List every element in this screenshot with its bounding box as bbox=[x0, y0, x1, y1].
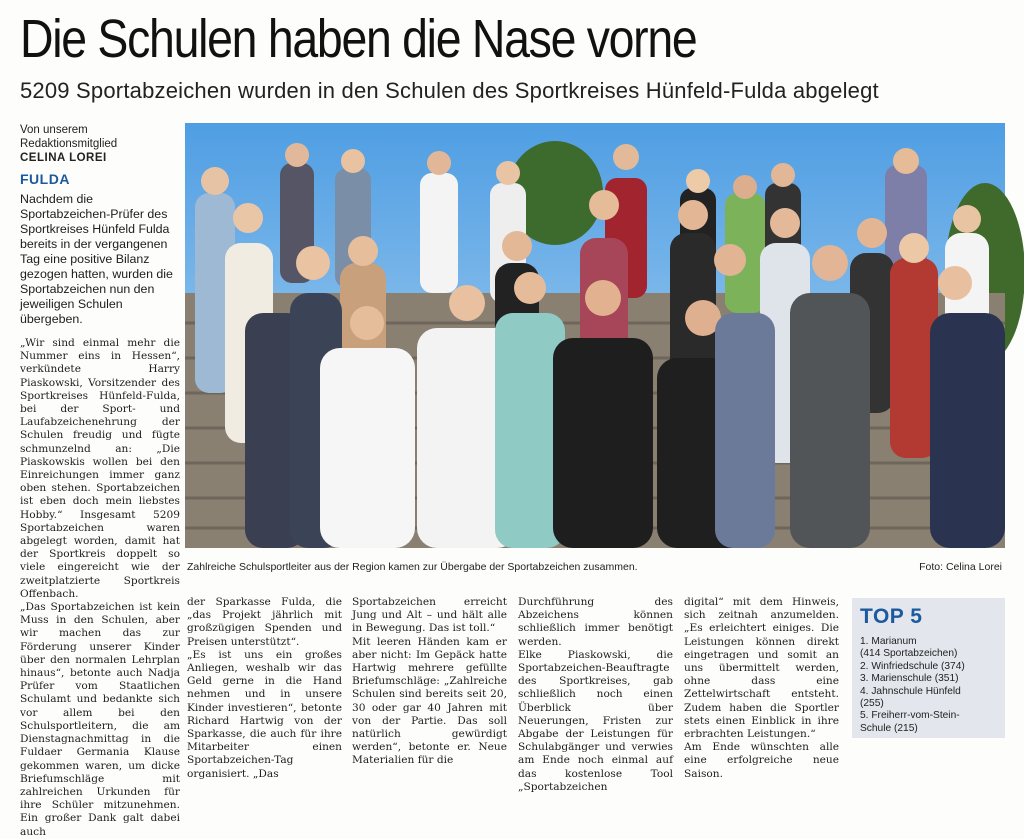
body-paragraph: Durchführung des Abzeichens können schließlich immer benötigt werden. bbox=[518, 596, 673, 648]
body-paragraph: Elke Piaskowski, die Sportabzeichen-Beauftragte des Sportkreises, gab schließlich noch einen Überblick über Neuerungen, Fristen zur Abgabe der Leistungen für Schulabgänger und verwies am Ende noch einmal auf das kostenlose Tool „Sportabzeichen bbox=[518, 648, 673, 793]
top5-item: 2. Winfriedschule (374) bbox=[860, 660, 965, 672]
photo-credit: Foto: Celina Lorei bbox=[919, 561, 1002, 573]
body-paragraph: Sportabzeichen erreicht Jung und Alt – und hält alle in Bewegung. Das ist toll.“ bbox=[352, 596, 507, 635]
top5-item: (255) bbox=[860, 698, 884, 710]
body-paragraph: digital“ mit dem Hinweis, sich zeitnah anzumelden. „Es erleichtert einiges. Die Leistungen können direkt eingetragen und somit an uns übermittelt werden, ohne dass eine Zettelwirtschaft entsteht. Zudem haben die Sportler stets einen Einblick in ihre erbrachten Leistungen.“ bbox=[684, 596, 839, 741]
article-column-1 bbox=[20, 192, 180, 838]
lead-paragraph: Nachdem die Sportabzeichen-Prüfer des Sportkreises Hünfeld Fulda bereits in der vergangenen Tag eine positive Bilanz gezogen hatten, wurden die Sportabzeichen nun den jeweiligen Schulen übergeben. bbox=[20, 192, 173, 326]
body-paragraph: „Wir sind einmal mehr die Nummer eins in Hessen“, verkündete Harry Piaskowski, Vorsitzender des Sportkreises Hünfeld-Fulda, bei der Sport- und Laufabzeichenehrung der Schulen freudig und fügte schmunzelnd an: „Die Piaskowskis wollen bei den Einreichungen immer ganz oben stehen. Sportabzeichen ist eben doch mein liebstes Hobby.“ Insgesamt 5209 Sportabzeichen waren abgelegt worden, damit hat der Sportkreis doppelt so viele eingereicht wie der zweitplatzierte Sportkreis Offenbach. bbox=[20, 337, 180, 600]
byline bbox=[20, 123, 180, 165]
photo-caption: Zahlreiche Schulsportleiter aus der Region kamen zur Übergabe der Sportabzeichen zusammen. bbox=[187, 561, 638, 573]
top5-list bbox=[860, 636, 997, 735]
top5-item: Schule (215) bbox=[860, 722, 918, 734]
article-column-4 bbox=[518, 596, 673, 793]
byline-line2: Redaktionsmitglied bbox=[20, 138, 118, 150]
top5-item: (414 Sportabzeichen) bbox=[860, 648, 958, 660]
body-paragraph: „Es ist uns ein großes Anliegen, weshalb wir das Geld gerne in die Hand nehmen und in unsere Kinder investieren“, betonte Richard Hartwig von der Sparkasse, die auch für ihre Mitarbeiter einen Sportabzeichen-Tag organisiert. „Das bbox=[187, 648, 342, 780]
group-photo bbox=[185, 123, 1005, 548]
top5-item: 3. Marienschule (351) bbox=[860, 673, 959, 685]
article-column-3 bbox=[352, 596, 507, 767]
body-paragraph: Am Ende wünschten alle eine erfolgreiche neue Saison. bbox=[684, 741, 839, 780]
group-photo-illustration bbox=[185, 123, 1005, 548]
top5-box bbox=[852, 598, 1005, 738]
top5-item: 1. Marianum bbox=[860, 636, 917, 647]
top5-title: TOP 5 bbox=[860, 605, 923, 628]
body-paragraph: Mit leeren Händen kam er aber nicht: Im Gepäck hatte Hartwig mehrere gefüllte Briefumschläge: „Zahlreiche Schulen sind bereits seit 20, 30 oder gar 40 Jahren mit von der Partie. Das soll natürlich gewürdigt werden“, betonte er. Neue Materialien für die bbox=[352, 635, 507, 767]
top5-item: 4. Jahnschule Hünfeld bbox=[860, 685, 961, 697]
subheadline: 5209 Sportabzeichen wurden in den Schulen des Sportkreises Hünfeld-Fulda abgelegt bbox=[20, 78, 879, 103]
top5-item: 5. Freiherr-vom-Stein- bbox=[860, 710, 960, 722]
body-paragraph: „Das Sportabzeichen ist kein Muss in den Schulen, aber wir machen das zur Förderung unserer Kinder über den normalen Lehrplan hinaus“, betonte auch Nadja Prüfer vom Staatlichen Schulamt und bedankte sich vor allem bei den Schulsportleitern, die am Dienstagnachmittag in die Fuldaer Germania Klause gekommen waren, um dicke Briefumschläge mit zahlreichen Urkunden für ihre Schüler mitzunehmen. Ein großer Dank galt dabei auch bbox=[20, 601, 180, 838]
body-paragraph: der Sparkasse Fulda, die „das Projekt jährlich mit großzügigen Spenden und Preisen unterstützt“. bbox=[187, 596, 342, 648]
author-name: CELINA LOREI bbox=[20, 152, 107, 164]
article-column-5 bbox=[684, 596, 839, 780]
headline: Die Schulen haben die Nase vorne bbox=[20, 9, 697, 69]
article-column-2 bbox=[187, 596, 342, 780]
byline-line1: Von unserem bbox=[20, 124, 88, 136]
dateline: FULDA bbox=[20, 171, 70, 187]
